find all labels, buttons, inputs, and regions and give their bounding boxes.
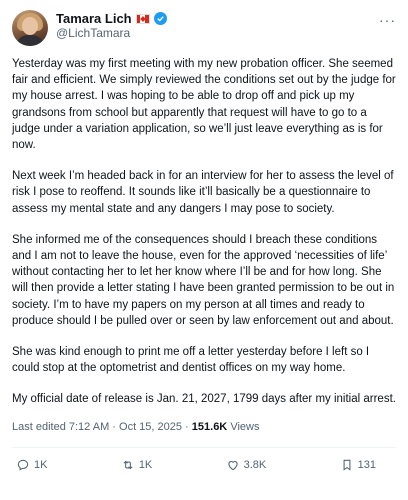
bookmark-button[interactable] [340, 458, 376, 472]
user-info [56, 10, 167, 41]
bookmark-icon [340, 458, 354, 472]
bookmark-count: 131 [357, 458, 376, 471]
like-count: 3.8K [243, 458, 267, 471]
tweet-paragraph: Next week I’m headed back in for an interview for her to assess the level of risk I pose to reoffend. It sounds like it’ll basically be a questionnaire to assess my mental state and any dangers I may pose to society. [12, 170, 394, 215]
tweet-meta [12, 421, 396, 433]
heart-icon [226, 458, 240, 472]
tweet-header [12, 10, 396, 50]
tweet-paragraph: She informed me of the consequences should I breach these conditions and I am not to leave the house, even for the approved ‘necessities of life’ without contacting her to let her know where I’ll be and for how long. She will then provide a letter stating I have been granted permission to be out in society. I’m to have my papers on my person at all times and ready to produce should I be pulled over or seen by law enforcement out and about. [12, 233, 395, 327]
reply-count: 1K [34, 458, 48, 471]
reply-icon [16, 458, 30, 472]
tweet-paragraph: Yesterday was my first meeting with my new probation officer. She seemed fair and efficient. We simply reviewed the conditions set out by the judge for my house arrest. I was hoping to be able to drop off and pick up my grandsons from school but apparently that request will have to go to a judge under a variation application, so we’ll just leave everything as is for now. [12, 58, 396, 152]
action-bar [12, 448, 396, 472]
repost-icon [121, 458, 135, 472]
canada-flag-icon [136, 14, 150, 24]
repost-button[interactable] [121, 458, 152, 472]
edited-timestamp[interactable]: Last edited 7:12 AM · Oct 15, 2025 · [12, 420, 192, 433]
views-label: Views [227, 420, 260, 433]
like-button[interactable] [226, 458, 267, 472]
user-handle[interactable]: @LichTamara [56, 26, 131, 40]
tweet-paragraph: She was kind enough to print me off a letter yesterday before I left so I could stop at the optometrist and dentist offices on my way home. [12, 346, 370, 375]
avatar[interactable] [12, 10, 48, 46]
reply-button[interactable] [16, 458, 47, 472]
tweet-paragraph: My official date of release is Jan. 21, 2027, 1799 days after my initial arrest. [12, 393, 396, 406]
more-options-icon[interactable]: ··· [379, 12, 396, 28]
views-count: 151.6K [191, 420, 228, 433]
verified-badge-icon[interactable] [154, 12, 167, 25]
repost-count: 1K [138, 458, 153, 471]
name-row [56, 11, 167, 26]
display-name[interactable]: Tamara Lich [56, 11, 132, 26]
tweet-text [12, 56, 396, 408]
